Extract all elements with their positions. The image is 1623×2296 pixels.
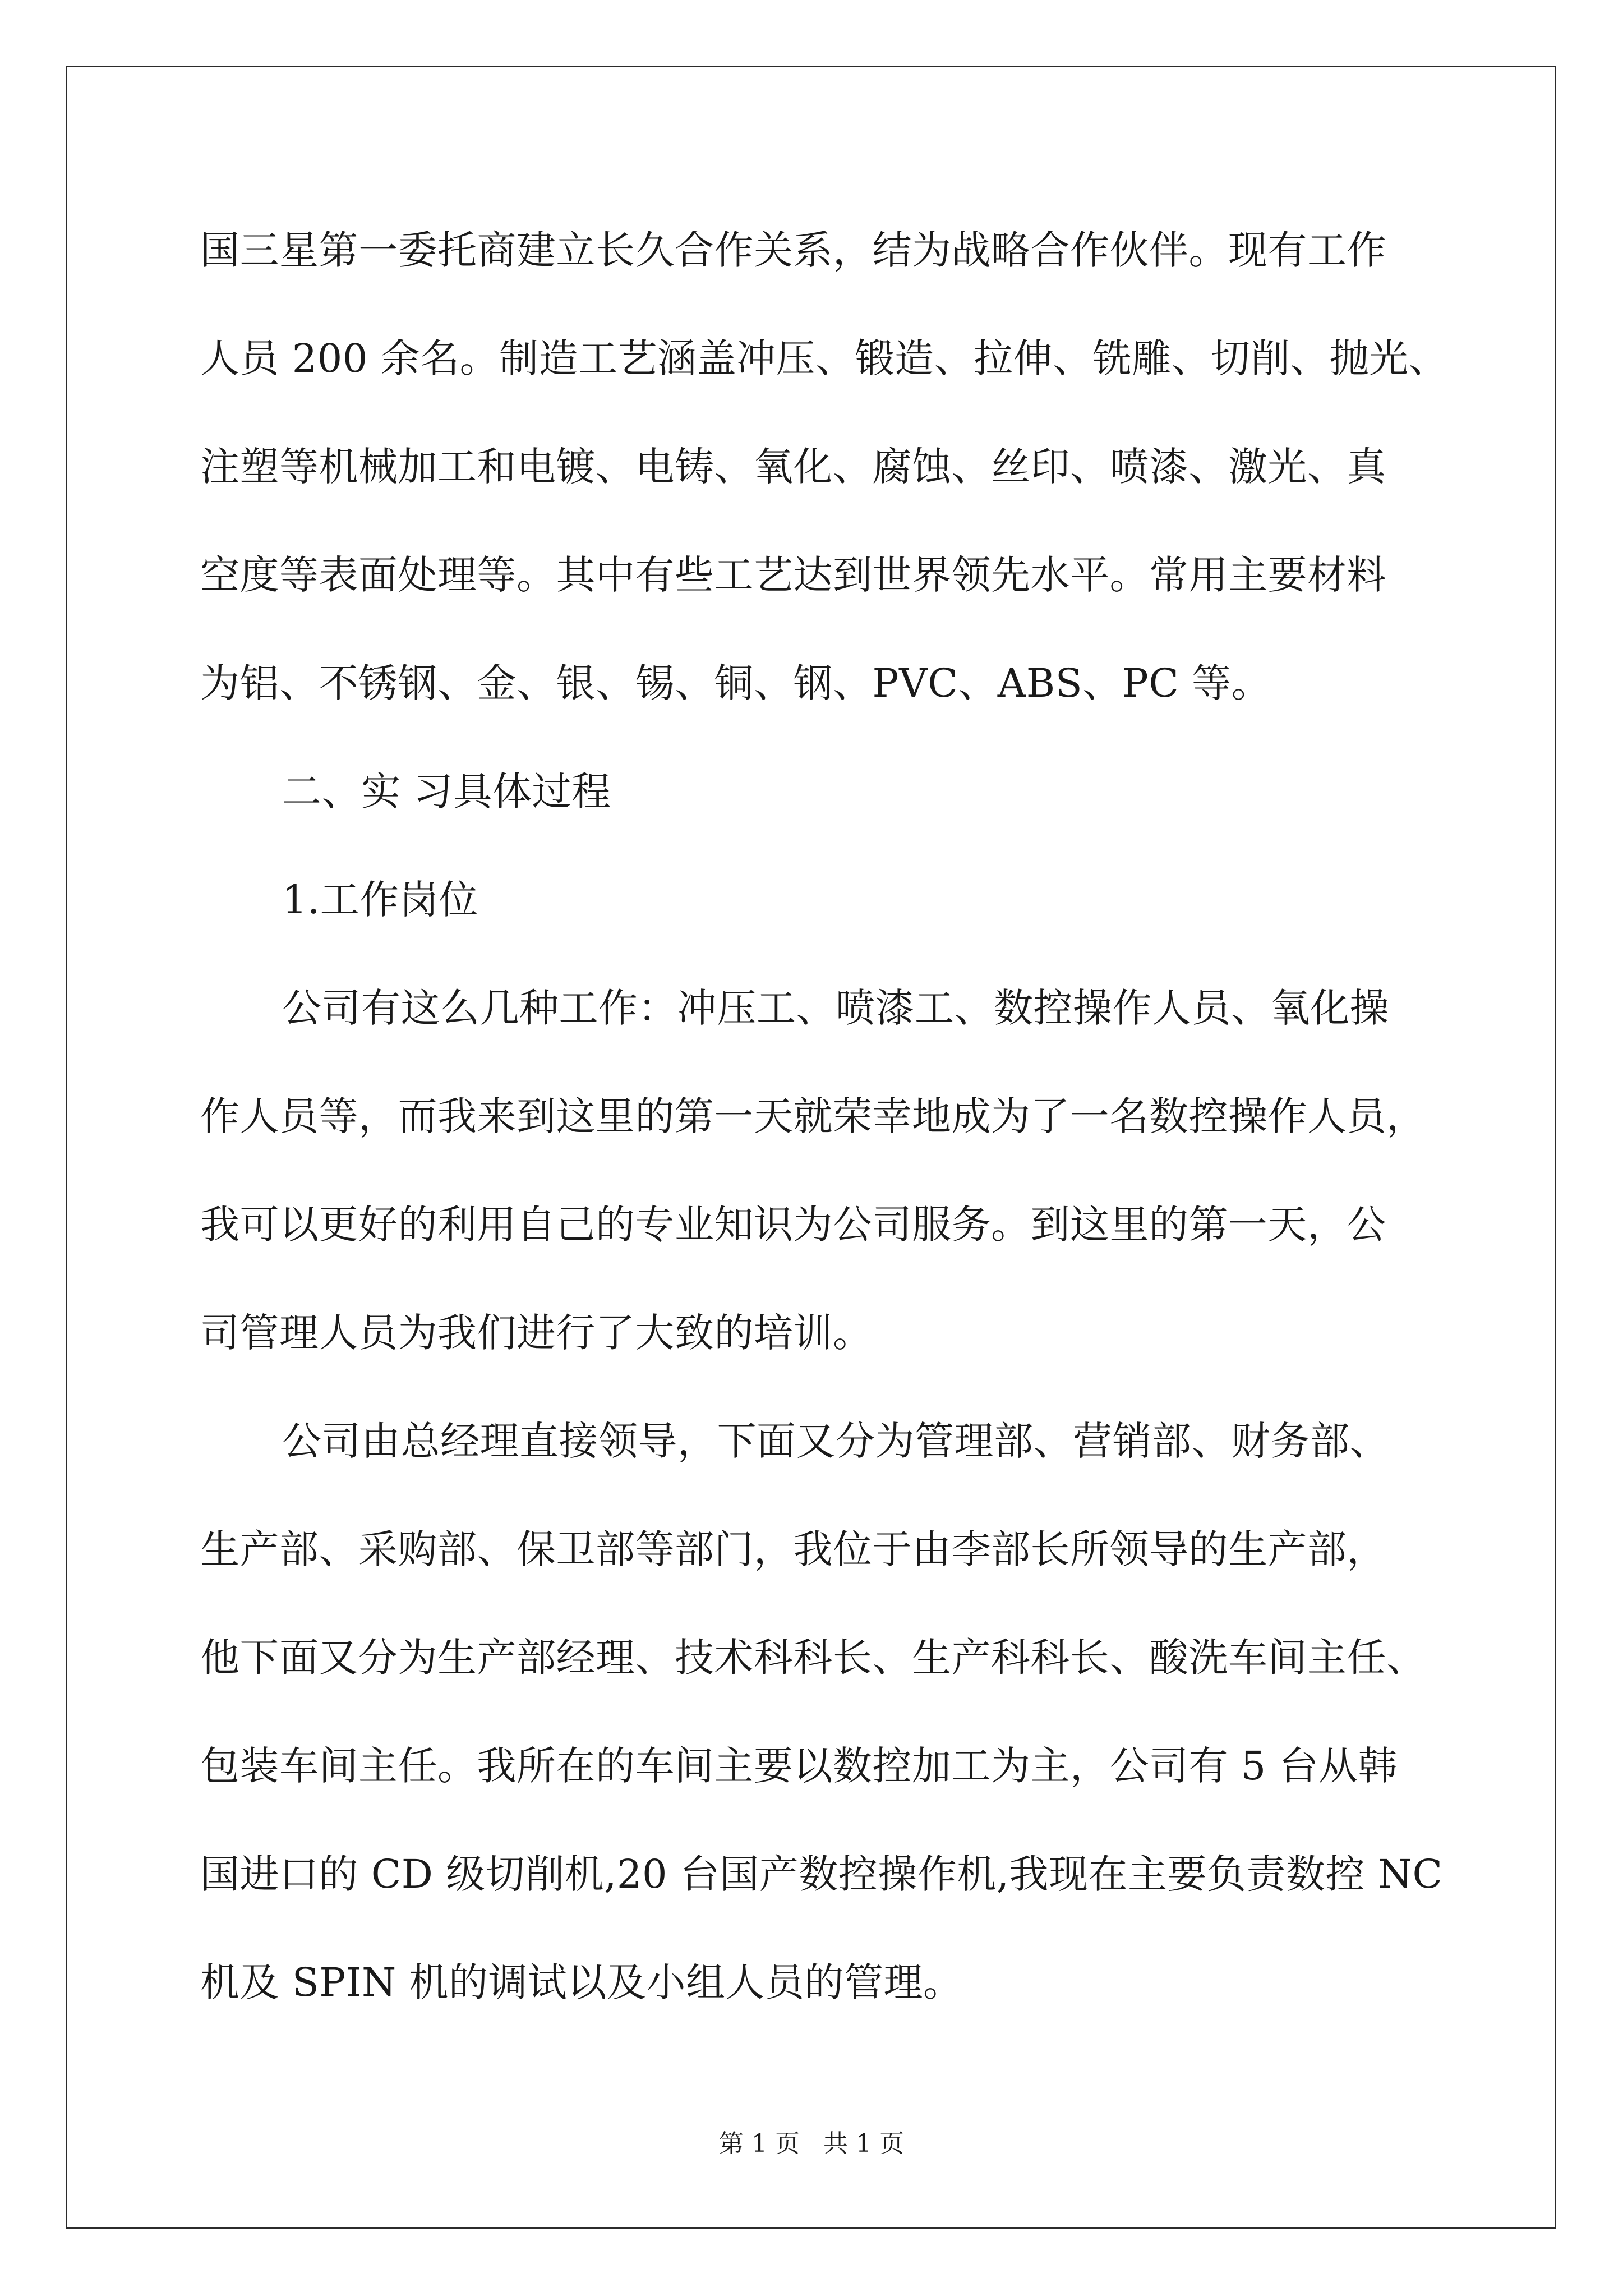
paragraph-line: 生产部、采购部、保卫部等部门，我位于由李部长所领导的生产部， <box>200 1526 1386 1572</box>
paragraph-line: 公司有这么几种工作：冲压工、喷漆工、数控操作人员、氧化操 <box>282 985 1389 1031</box>
paragraph-line: 为铝、不锈钢、金、银、锡、铜、钢、PVC、ABS、PC 等。 <box>200 660 1271 706</box>
paragraph-line: 注塑等机械加工和电镀、电铸、氧化、腐蚀、丝印、喷漆、激光、真 <box>200 444 1386 490</box>
paragraph-line: 我可以更好的利用自己的专业知识为公司服务。到这里的第一天，公 <box>200 1202 1386 1248</box>
paragraph-line: 人员 200 余名。制造工艺涵盖冲压、锻造、拉伸、铣雕、切削、抛光、 <box>200 335 1449 381</box>
paragraph-line: 公司由总经理直接领导，下面又分为管理部、营销部、财务部、 <box>282 1418 1389 1464</box>
paragraph-line: 包装车间主任。我所在的车间主要以数控加工为主，公司有 5 台从韩 <box>200 1743 1398 1789</box>
section-heading: 二、实 习具体过程 <box>282 769 611 815</box>
paragraph-line: 司管理人员为我们进行了大致的培训。 <box>200 1310 873 1356</box>
paragraph-line: 他下面又分为生产部经理、技术科科长、生产科科长、酸洗车间主任、 <box>200 1635 1426 1681</box>
subsection-heading: 1.工作岗位 <box>282 877 478 923</box>
document-body <box>200 218 1456 2058</box>
paragraph-line: 国三星第一委托商建立长久合作关系，结为战略合作伙伴。现有工作 <box>200 227 1386 273</box>
page-footer: 第 1 页 共 1 页 <box>719 2129 904 2158</box>
paragraph-line: 空度等表面处理等。其中有些工艺达到世界领先水平。常用主要材料 <box>200 552 1386 598</box>
paragraph-line: 国进口的 CD 级切削机,20 台国产数控操作机,我现在主要负责数控 NC <box>200 1851 1443 1897</box>
paragraph-line: 作人员等，而我来到这里的第一天就荣幸地成为了一名数控操作人员， <box>200 1093 1426 1139</box>
paragraph-line: 机及 SPIN 机的调试以及小组人员的管理。 <box>200 1959 963 2005</box>
